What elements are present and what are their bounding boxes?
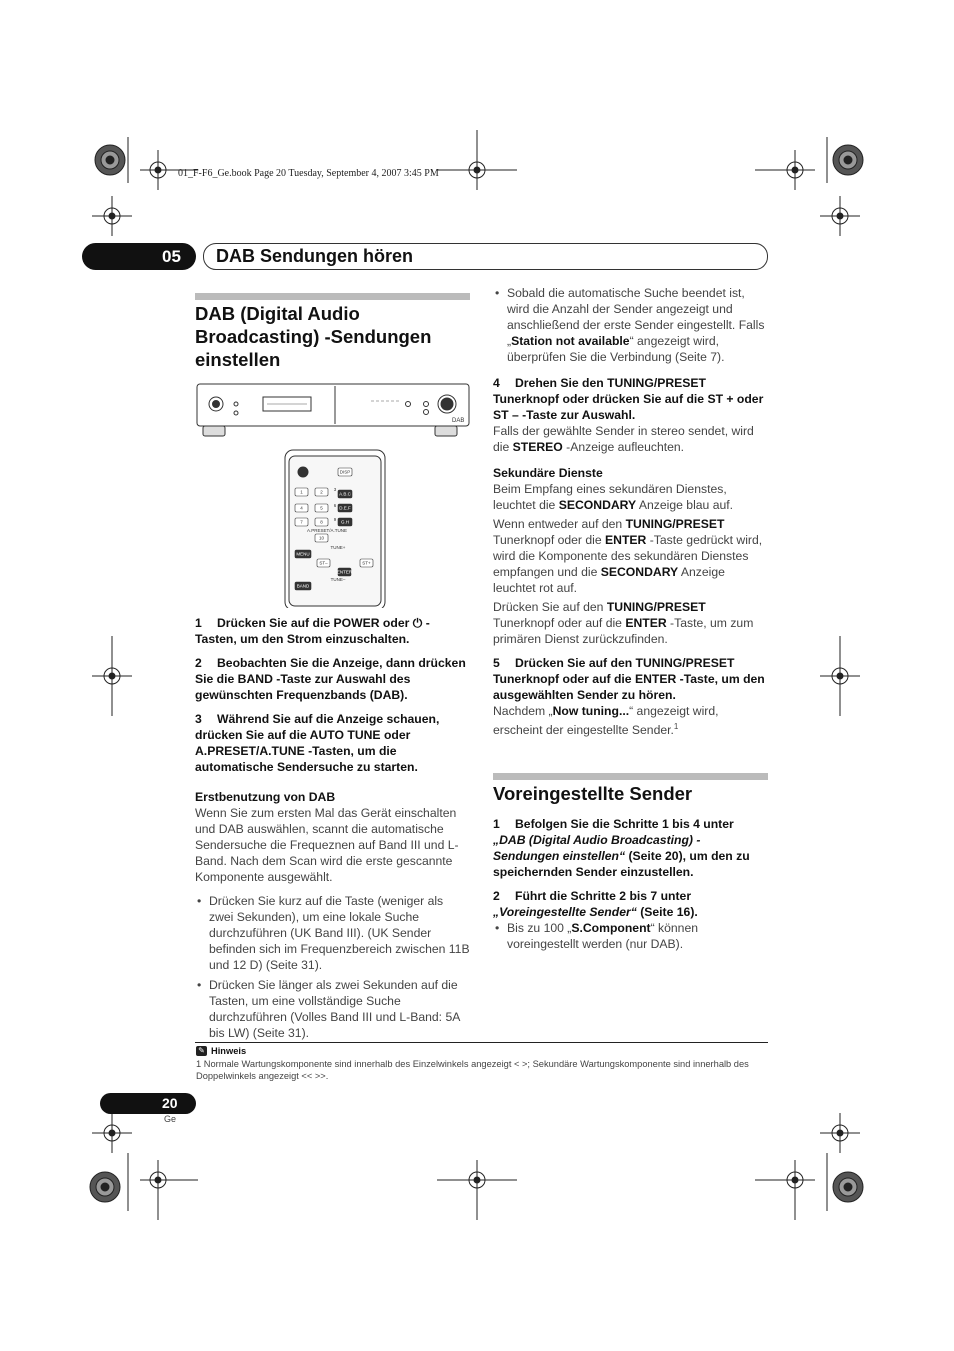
remote-label: BAND [296,583,310,589]
note-text: 1 Normale Wartungskomponente sind innerhalb des Einzelwinkels angezeigt < >; Sekundäre Wartungskomponente sind innerhalb des Doppelwinkels angezeigt << >>. [196,1059,749,1081]
bullet-long-press: • Drücken Sie länger als zwei Sekunden auf die Tasten, um eine vollständige Suche durchzuführen (Volles Band III und L-Band: 5A bis LW) (Seite 31). [195,977,470,1041]
registration-rosette-icon [827,137,863,183]
preset-bullet: • Bis zu 100 „S.Component“ können voreingestellt werden (nur DAB). [493,920,768,952]
remote-label: 2 [320,489,323,495]
remote-label: 1 [300,489,303,495]
right-column [493,285,768,746]
footnote-rule [195,1042,768,1043]
footnote [196,1045,768,1082]
bullet-auto-search: • Sobald die automatische Suche beendet ist, wird die Anzahl der Sender angezeigt und anschließend der erste Sender eingestellt. Falls „Station not available“ angezeigt wird, überprüfen Sie die Verbindung (Seite 7). [493,285,768,365]
page-badge [100,1093,196,1114]
remote-label: ST– [319,560,328,566]
remote-label: A.PRESET/A.TUNE [306,528,348,533]
chapter-number: 05 [162,247,181,266]
remote-label: A.B.C [339,491,351,497]
device-logo: DAB [452,418,465,424]
device-illustration [195,382,471,608]
bullet-short-press: • Drücken Sie kurz auf die Taste (weniger als zwei Sekunden), um eine lokale Suche durchzuführen (UK Band III). (UK Sender befinden sich im Frequenzbereich zwischen 11B und 12 D) (Seite 31). [195,893,470,973]
remote-label: 3 [333,487,337,492]
remote-label: TUNE+ [330,545,346,550]
remote-label: 7 [300,519,303,525]
secondary-text-2: Wenn entweder auf den TUNING/PRESET Tunerknopf oder die ENTER -Taste gedrückt wird, wird die Komponente des sekundären Dienstes empfangen und die SECONDARY Anzeige leuchtet rot auf. [493,517,763,595]
step-5: 5 Drücken Sie auf den TUNING/PRESET Tunerknopf oder auf die ENTER -Taste, um den ausgewählten Sender zu hören. [493,656,765,702]
registration-rosette-icon [827,1153,863,1211]
remote-label: 6 [333,503,337,508]
page-language: Ge [164,1114,177,1124]
step-3: 3 Während Sie auf die Anzeige schauen, drücken Sie auf die AUTO TUNE oder A.PRESET/A.TUNE -Tasten, um die automatische Sendersuche zu starten. [195,712,440,774]
remote-power-icon [298,467,308,477]
section-heading: DAB (Digital Audio Broadcasting) -Sendungen einstellen [195,303,432,370]
preset-step-1: 1 Befolgen Sie die Schritte 1 bis 4 unter „DAB (Digital Audio Broadcasting) - Sendungen einstellen“ (Seite 20), um den zu speichernden Sender einzustellen. [493,817,750,879]
presets-steps [493,816,768,956]
remote-label: G.H [340,519,350,525]
remote-label: TUNE– [330,577,346,582]
page-number: 20 [162,1095,178,1111]
print-header: 01_F-F6_Ge.book Page 20 Tuesday, September 4, 2007 3:45 PM [178,168,439,179]
remote-label: 8 [320,519,323,525]
step-5-text: Nachdem „Now tuning...“ angezeigt wird, erscheint der eingestellte Sender.$^1$ [493,704,719,738]
first-use-text: Wenn Sie zum ersten Mal das Gerät einschalten und DAB auswählen, scannt die automatische Sendersuche die Frequeznen auf Band III und L-Band. Nach dem Scan wird die erste gescannte Komponente ausgewählt. [195,806,459,884]
preset-step-2: 2 Führt die Schritte 2 bis 7 unter „Voreingestellte Sender“ (Seite 16). [493,889,698,919]
remote-label: D.E.F [339,505,351,511]
remote-label: 5 [320,505,323,511]
registration-rosette-icon [90,1153,128,1211]
step-4-text: Falls der gewählte Sender in stereo sendet, wird die STEREO -Anzeige aufleuchten. [493,424,754,454]
remote-label: 4 [300,505,303,511]
secondary-text-3: Drücken Sie auf den TUNING/PRESET Tunerknopf oder auf die ENTER -Taste, um zum primären Dienst zurückzufinden. [493,600,754,646]
secondary-heading: Sekundäre Dienste [493,466,603,480]
first-use-heading: Erstbenutzung von DAB [195,790,336,804]
section-rule [195,293,470,300]
remote-label: ENTER [336,569,353,575]
step-2: 2 Beobachten Sie die Anzeige, dann drücken Sie die BAND -Taste zur Auswahl des gewünschten Frequenzbands (DAB). [195,656,466,702]
remote-label: 9 [333,517,337,522]
remote-label: 10 [318,535,325,541]
registration-rosette-icon [95,137,128,183]
remote-label: ST+ [362,560,371,566]
step-4: 4 Drehen Sie den TUNING/PRESET Tunerknopf oder drücken Sie auf die ST + oder ST – -Taste zur Auswahl. [493,376,764,422]
note-label: Hinweis [211,1046,247,1056]
step-1: 1 Drücken Sie auf die POWER oder ⏻ -Tasten, um den Strom einzuschalten. [195,616,430,646]
note-pencil-icon: ✎ [196,1046,207,1056]
remote-label: DISP [339,469,351,475]
remote-label: MENU [296,551,310,557]
chapter-title: DAB Sendungen hören [216,246,413,266]
secondary-text-1: Beim Empfang eines sekundären Dienstes, leuchtet die SECONDARY Anzeige blau auf. [493,482,734,512]
section-rule [493,773,768,780]
left-column [195,615,470,1045]
section-heading-presets: Voreingestellte Sender [493,783,693,804]
